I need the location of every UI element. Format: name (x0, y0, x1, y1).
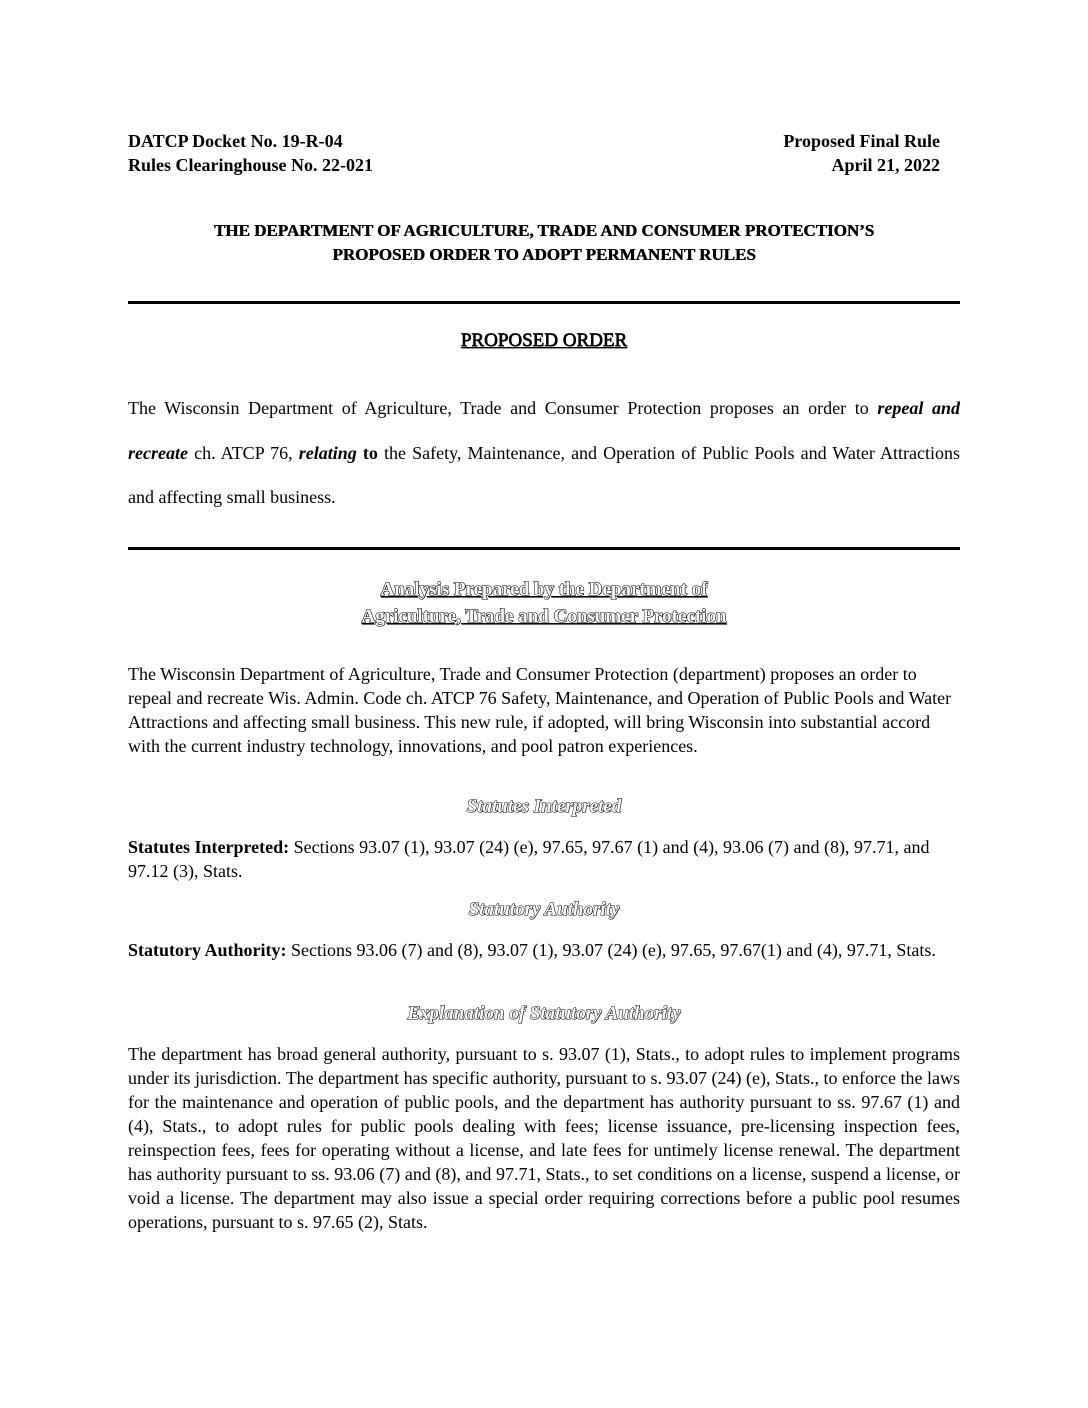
order-to: to (356, 442, 378, 463)
header-right (783, 129, 940, 177)
explanation-paragraph: The department has broad general authority, pursuant to s. 93.07 (1), Stats., to adopt rules to implement programs under its jurisdiction. The department has specific authority, pursuant to s. 93.07 (24) (e), Stats., to enforce the laws for the maintenance and operation of public pools, and the department has authority pursuant to ss. 97.67 (1) and (4), Stats., to adopt rules for public pools dealing with fees; license issuance, pre-licensing inspection fees, reinspection fees, fees for operating without a license, and late fees for untimely license renewal. The department has authority pursuant to ss. 93.06 (7) and (8), and 97.71, Stats., to set conditions on a license, suspend a license, or void a license. The department may also issue a special order requiring corrections before a public pool resumes operations, pursuant to s. 97.65 (2), Stats. (128, 1044, 960, 1232)
statutes-interpreted-label: Statutes Interpreted: (128, 837, 290, 857)
title-line-1: THE DEPARTMENT OF AGRICULTURE, TRADE AND CONSUMER PROTECTION’S (213, 221, 875, 240)
statutes-interpreted-heading: Statutes Interpreted (466, 796, 622, 817)
clearinghouse-number: Rules Clearinghouse No. 22-021 (128, 155, 374, 175)
rule-date: April 21, 2022 (831, 155, 940, 175)
order-and-recreate: and recreate (128, 398, 960, 463)
rule-status: Proposed Final Rule (783, 131, 940, 151)
docket-number: DATCP Docket No. 19-R-04 (128, 131, 343, 151)
analysis-heading (128, 576, 960, 630)
order-text-1: The Wisconsin Department of Agriculture, Trade and Consumer Protection proposes an order to (128, 398, 878, 418)
title-line-2: PROPOSED ORDER TO ADOPT PERMANENT RULES (332, 245, 756, 264)
divider-top (128, 301, 960, 304)
order-text-3: the Safety, Maintenance, and Operation of Public Pools and Water Attractions and affecting small business. (128, 442, 960, 507)
statutory-authority-paragraph (128, 938, 960, 962)
explanation-heading: Explanation of Statutory Authority (407, 1003, 681, 1024)
document-title (128, 219, 960, 267)
statutory-authority-heading: Statutory Authority (468, 899, 620, 920)
analysis-heading-line-1: Analysis Prepared by the Department of (380, 579, 708, 600)
statutes-interpreted-paragraph (128, 835, 960, 883)
statutory-authority-text: Sections 93.06 (7) and (8), 93.07 (1), 93.07 (24) (e), 97.65, 97.67(1) and (4), 97.71, Stats. (286, 940, 936, 960)
order-text-2: ch. ATCP 76, (187, 442, 299, 463)
proposed-order-heading: PROPOSED ORDER (460, 330, 628, 351)
statutes-interpreted-text: Sections 93.07 (1), 93.07 (24) (e), 97.65, 97.67 (1) and (4), 93.06 (7) and (8), 97.71, and 97.12 (3), Stats. (128, 837, 930, 881)
order-repeal: repeal (877, 398, 924, 418)
statutory-authority-label: Statutory Authority: (128, 940, 287, 960)
analysis-heading-line-2: Agriculture, Trade and Consumer Protection (361, 606, 727, 627)
header-left (128, 129, 373, 177)
order-relating: relating (298, 442, 357, 463)
proposed-order-paragraph (128, 386, 960, 520)
divider-bottom (128, 547, 960, 550)
analysis-intro: The Wisconsin Department of Agriculture, Trade and Consumer Protection (department) proposes an order to repeal and recreate Wis. Admin. Code ch. ATCP 76 Safety, Maintenance, and Operation of Public Pools and Water Attractions and affecting small business. This new rule, if adopted, will bring Wisconsin into substantial accord with the current industry technology, innovations, and pool patron experiences. (128, 664, 952, 756)
